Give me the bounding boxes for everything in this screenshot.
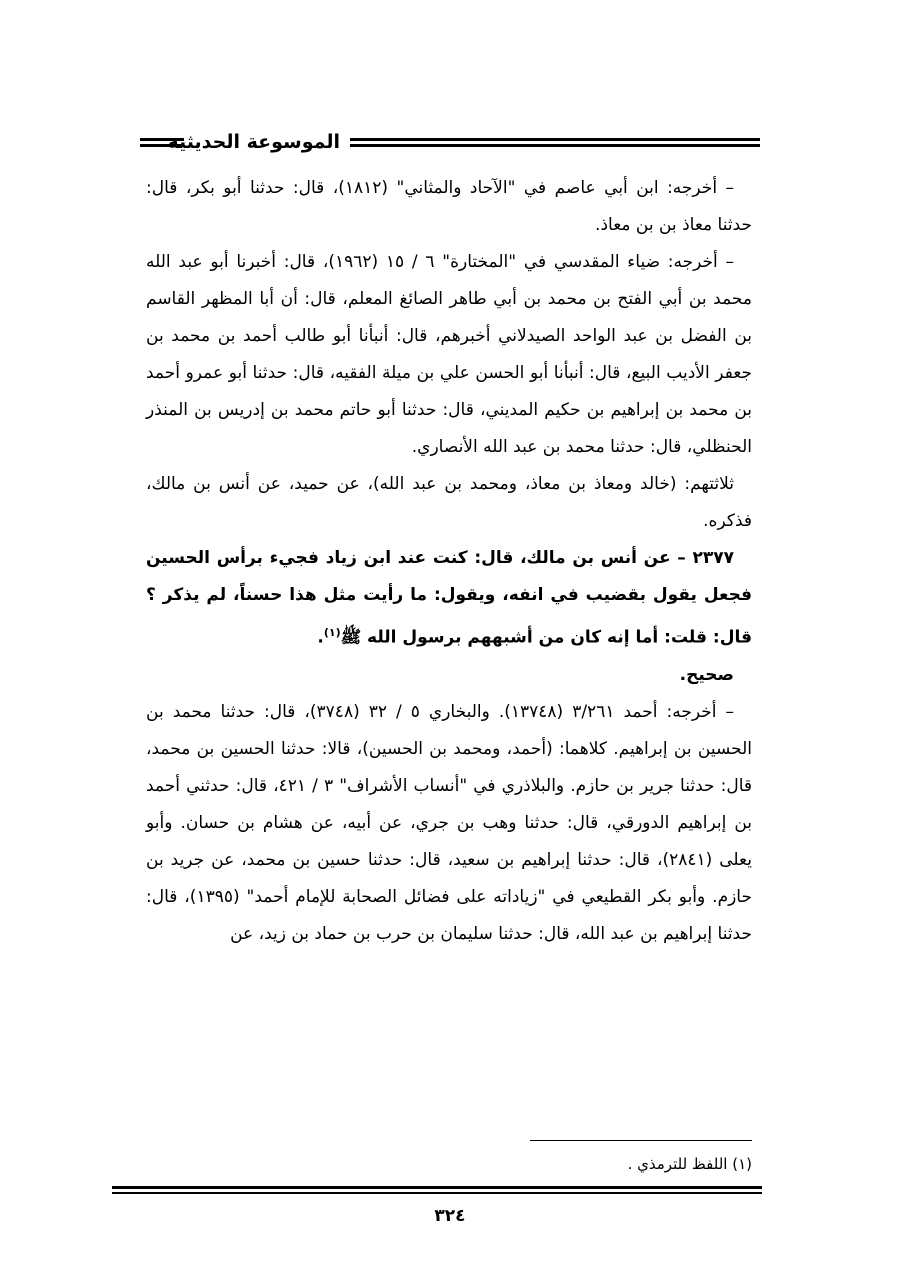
header-rule-left <box>140 138 184 147</box>
main-text <box>146 170 752 953</box>
page-number: ٣٢٤ <box>434 1206 466 1226</box>
takhrij-paragraph-4: – أخرجه: أحمد ٣/٢٦١ (١٣٧٤٨). والبخاري ٥ / ٣٢ (٣٧٤٨)، قال: حدثنا محمد بن الحسين بن إبراهيم. كلاهما: (أحمد، ومحمد بن الحسين)، قالا: حدثنا الحسين بن محمد، قال: حدثنا جرير بن حازم. والبلاذري في "أنساب الأشراف" ٣ / ٤٢١، قال: حدثني أحمد بن إبراهيم الدورقي، قال: حدثنا وهب بن جري، عن أبيه، عن هشام بن حسان. وأبو يعلى (٢٨٤١)، قال: حدثنا إبراهيم بن سعيد، قال: حدثنا حسين بن محمد، عن جريد بن حازم. وأبو بكر القطيعي في "زياداته على فضائل الصحابة للإمام أحمد" (١٣٩٥)، قال: حدثنا إبراهيم بن عبد الله، قال: حدثنا سليمان بن حرب بن حماد بن زيد، عن <box>146 701 753 944</box>
takhrij-paragraph-3: ثلاثتهم: (خالد ومعاذ بن معاذ، ومحمد بن عبد الله)، عن حميد، عن أنس بن مالك، فذكره. <box>146 474 752 531</box>
footnote-separator <box>530 1140 752 1141</box>
takhrij-paragraph-1: – أخرجه: ابن أبي عاصم في "الآحاد والمثاني" (١٨١٢)، قال: حدثنا أبو بكر، قال: حدثنا معاذ بن بن معاذ. <box>146 178 752 235</box>
hadith-text: ٢٣٧٧ – عن أنس بن مالك، قال: كنت عند ابن زياد فجيء برأس الحسين فجعل يقول بقضيب في انفه، ويقول: ما رأيت مثل هذا حسناً، لم يذكر ؟ قال: قلت: أما إنه كان من أشبههم برسول الله ﷺ$^{(١)}$. <box>146 548 752 648</box>
page-title: الموسوعة الحديثية <box>167 131 340 153</box>
takhrij-paragraph-2: – أخرجه: ضياء المقدسي في "المختارة" ٦ / ١٥ (١٩٦٢)، قال: أخبرنا أبو عبد الله محمد بن أبي الفتح بن محمد بن أبي طاهر الصائغ المعلم، قال: أن أبا المظهر القاسم بن الفضل بن عبد الواحد الصيدلاني أخبرهم، قال: أنبأنا أبو طالب أحمد بن محمد بن جعفر الأديب البيع، قال: أنبأنا أبو الحسن علي بن ميلة الفقيه، قال: حدثنا أبو عمرو أحمد بن محمد بن إبراهيم بن حكيم المديني، قال: حدثنا أبو حاتم محمد بن إدريس بن المنذر الحنظلي، قال: حدثنا محمد بن عبد الله الأنصاري. <box>146 252 752 457</box>
footer-rule <box>112 1186 762 1194</box>
footnote: (١) اللفظ للترمذي . <box>627 1155 752 1173</box>
footnote-marker: (١) <box>323 626 341 639</box>
hadith-grade: صحيح. <box>679 664 734 685</box>
page-header <box>140 126 760 160</box>
header-rule-right <box>350 138 760 147</box>
hadith-body: ٢٣٧٧ – عن أنس بن مالك، قال: كنت عند ابن زياد فجيء برأس الحسين فجعل يقول بقضيب في انفه، ويقول: ما رأيت مثل هذا حسناً، لم يذكر ؟ قال: قلت: أما إنه كان من أشبههم برسول الله ﷺ <box>146 548 752 648</box>
